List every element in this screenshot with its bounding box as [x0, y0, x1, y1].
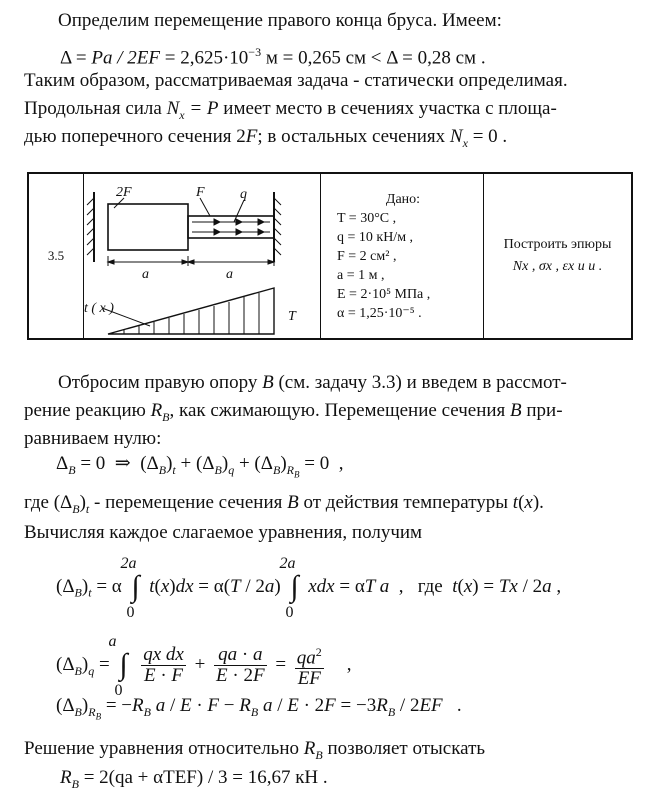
problem-table [27, 172, 633, 340]
given-line-5: E = 2·10⁵ МПа , [337, 286, 431, 302]
label-f: F [196, 185, 205, 200]
equation-reaction: $(\Delta_B)_{R_B} = -R_B$ $a / E \cdot F - R_B$ $a / E \cdot 2F = -3R_B / 2EF$ . [56, 695, 462, 722]
equation-temperature: $(\Delta_B)_t = \alpha$ 2a ∫ 0 t(x)dx = α(T / 2a) 2a ∫ 0 xdx = αT a , где t(x) = Tx / 2a , [56, 555, 562, 621]
bar-diagram [84, 174, 320, 338]
label-tx: t ( x ) [84, 301, 114, 316]
paragraph-10: Вычисляя каждое слагаемое уравнения, получим [24, 522, 423, 543]
given-line-6: α = 1,25·10⁻⁵ . [337, 305, 422, 321]
label-a2: a [226, 267, 233, 282]
label-t: T [288, 309, 296, 324]
paragraph-5: дью поперечного сечения 2F; в остальных сечениях $N_x = 0$ . [24, 126, 508, 150]
problem-number: 3.5 [28, 173, 84, 339]
label-2f: 2F [116, 185, 132, 200]
task-line-2: Nx , σx , εx и u . [512, 259, 603, 274]
equation-zero: $\Delta_B = 0$ ⇒ $(\Delta_B)_t + (\Delta_B)_q + (\Delta_B)_{R_B} = 0$ , [56, 453, 344, 480]
paragraph-4: Продольная сила $N_x = P$ имеет место в сечениях участка с площа- [24, 98, 557, 122]
given-data [321, 173, 484, 339]
problem-figure [84, 173, 321, 339]
task-cell [484, 173, 633, 339]
given-line-3: F = 2 см² , [337, 248, 397, 264]
equation-result: $R_B = 2(qa + \alpha TEF) / 3 = 16,67$ кН . [60, 767, 328, 791]
given-title: Дано: [385, 191, 421, 207]
paragraph-3: Таким образом, рассматриваемая задача - статически определимая. [24, 70, 568, 91]
equation-delta: $\Delta = Pa / 2EF = 2,625\cdot 10^{-3}$ м = 0,265 см < Δ = 0,28 см . [60, 45, 486, 69]
equation-load: $(\Delta_B)_q$ = a ∫ 0 $\frac{\text{qx dx}}{E \cdot F}$ + $\frac{qa \cdot a}{E \cdot 2F}$ = $\frac{qa^2}{EF}$ , [56, 633, 352, 700]
given-line-4: a = 1 м , [337, 267, 385, 283]
paragraph-8: равниваем нулю: [24, 428, 162, 449]
paragraph-1: Определим перемещение правого конца бруса. Имеем: [58, 10, 502, 31]
label-q: q [240, 187, 247, 202]
label-a1: a [142, 267, 149, 282]
task-line-1: Построить эпюры [503, 237, 612, 252]
paragraph-7: рение реакцию $R_B$, как сжимающую. Перемещение сечения B при- [24, 400, 563, 424]
paragraph-12: Решение уравнения относительно $R_B$ позволяет отыскать [24, 738, 486, 762]
paragraph-9: где $(\Delta_B)_t$ - перемещение сечения B от действия температуры t(x). [24, 492, 544, 516]
given-line-2: q = 10 кН/м , [337, 229, 414, 245]
paragraph-6: Отбросим правую опору B (см. задачу 3.3) и введем в рассмот- [58, 372, 567, 393]
given-line-1: T = 30°C , [337, 210, 397, 226]
